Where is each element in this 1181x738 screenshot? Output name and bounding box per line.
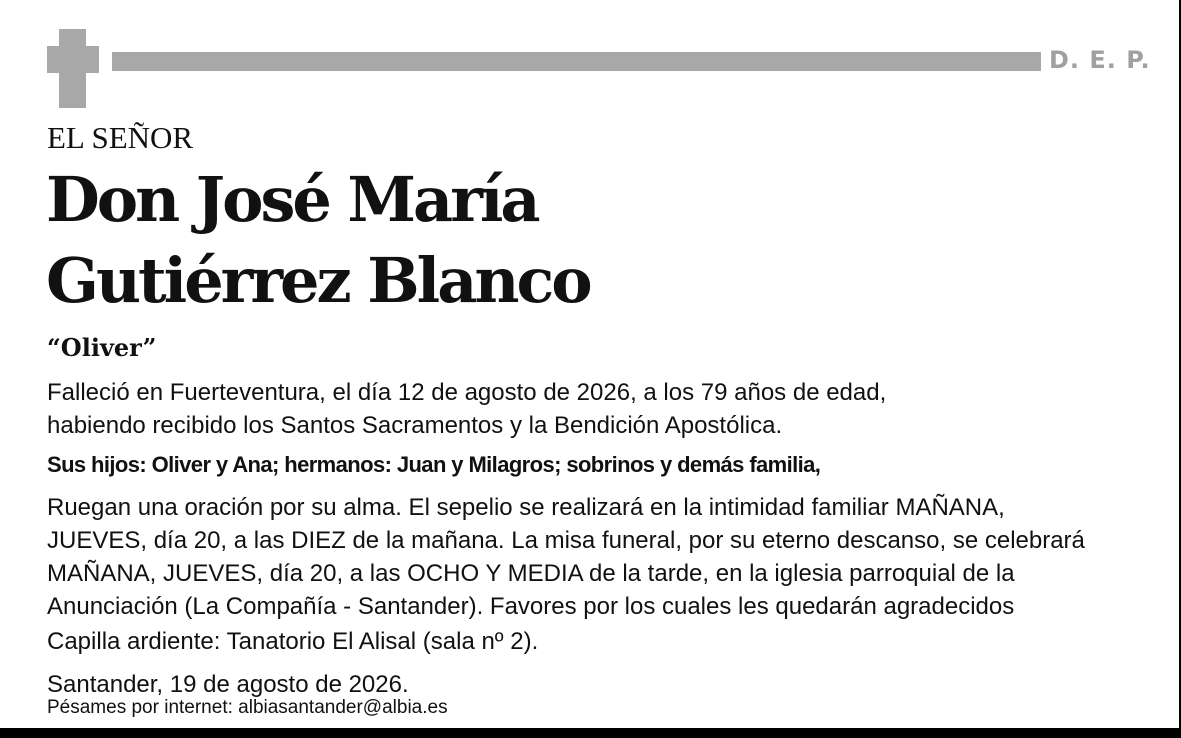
death-notice (47, 376, 886, 442)
honorific-title: EL SEÑOR (47, 120, 194, 155)
family-list: Sus hijos: Oliver y Ana; hermanos: Juan y Milagros; sobrinos y demás familia, (47, 452, 821, 477)
cross-horizontal-bar (47, 46, 99, 73)
deceased-name-line-1: Don José María (46, 163, 538, 236)
chapel-info: Capilla ardiente: Tanatorio El Alisal (sala nº 2). (47, 628, 539, 655)
deceased-name-line-2: Gutiérrez Blanco (46, 244, 590, 317)
dateline: Santander, 19 de agosto de 2026. (47, 671, 409, 698)
service-line: MAÑANA, JUEVES, día 20, a las OCHO Y MEDIA de la tarde, en la iglesia parroquial de la (47, 560, 1015, 587)
condolences-contact: Pésames por internet: albiasantander@albia.es (47, 697, 448, 718)
nickname: “Oliver” (47, 333, 157, 362)
header-rule (112, 52, 1041, 71)
dep-label: D. E. P. (1049, 46, 1151, 74)
death-notice-line: habiendo recibido los Santos Sacramentos y la Bendición Apostólica. (47, 412, 783, 439)
service-details (47, 491, 1085, 623)
service-line: JUEVES, día 20, a las DIEZ de la mañana. La misa funeral, por su eterno descanso, se celebrará (47, 527, 1085, 554)
death-notice-line: Falleció en Fuerteventura, el día 12 de agosto de 2026, a los 79 años de edad, (47, 379, 887, 406)
service-line: Ruegan una oración por su alma. El sepelio se realizará en la intimidad familiar MAÑANA, (47, 494, 1005, 521)
service-line: Anunciación (La Compañía - Santander). Favores por los cuales les quedarán agradecidos (47, 593, 1015, 620)
